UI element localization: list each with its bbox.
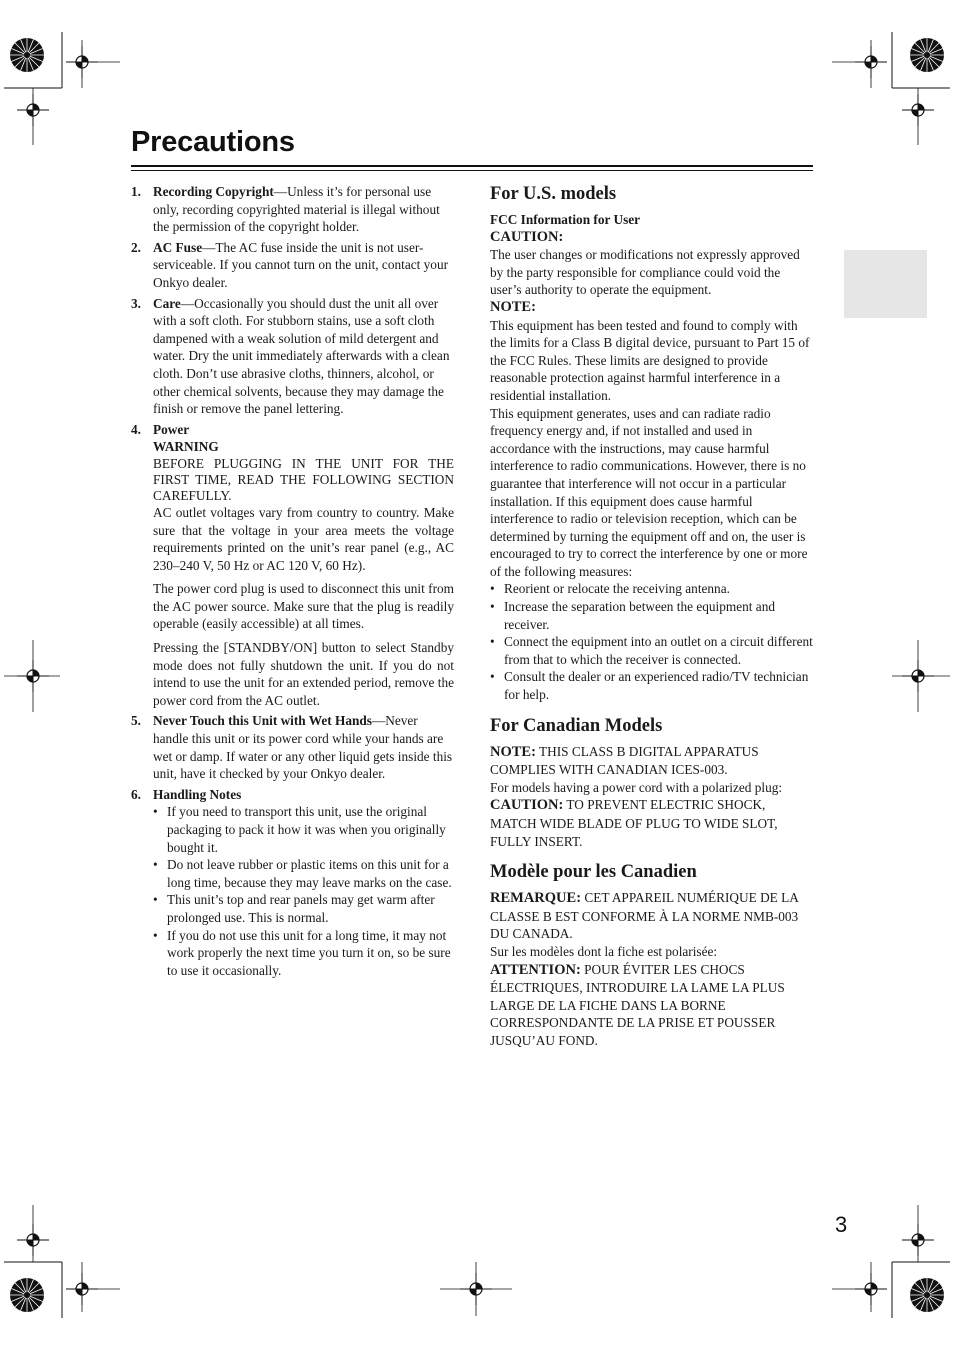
registration-rosette-icon: [910, 38, 944, 72]
list-item: [131, 183, 454, 236]
section-heading: Modèle pour les Canadien: [490, 862, 697, 883]
list-item: [131, 712, 454, 782]
bullet-icon: •: [153, 927, 158, 943]
bullet-icon: •: [490, 634, 495, 650]
canada-note: [490, 743, 814, 779]
bullet-icon: •: [490, 599, 495, 615]
bullet-item: [153, 891, 454, 926]
item-number: 6.: [131, 786, 141, 802]
caution-text: TO PREVENT ELECTRIC SHOCK, MATCH WIDE BLADE OF PLUG TO WIDE SLOT, FULLY INSERT.: [490, 797, 778, 849]
item-label: Care: [153, 295, 181, 311]
section-heading: For Canadian Models: [490, 715, 663, 736]
warning-label: WARNING: [153, 439, 219, 455]
note-text: THIS CLASS B DIGITAL APPARATUS COMPLIES WITH CANADIAN ICES-003.: [490, 743, 759, 778]
remarque-text: CET APPAREIL NUMÉRIQUE DE LA CLASSE B EST CONFORME À LA NORME NMB-003 DU CANADA.: [490, 890, 799, 942]
bullet-item: [490, 633, 814, 668]
bullet-item: [490, 598, 814, 633]
bullet-text: Connect the equipment into an outlet on a circuit different from that to which the receiver is connected.: [504, 634, 813, 667]
bullet-text: Increase the separation between the equipment and receiver.: [504, 599, 775, 632]
item-number: 2.: [131, 239, 141, 255]
list-item: [131, 239, 454, 292]
power-paragraph: AC outlet voltages vary from country to country. Make sure that the voltage in your area meets the voltage requirements printed on the unit’s rear panel (e.g., AC 230–240 V, 50 Hz or AC 120 V, 60 Hz).: [153, 504, 454, 573]
attention: [490, 961, 814, 1050]
item-label: Recording Copyright: [153, 184, 274, 199]
warning-text: BEFORE PLUGGING IN THE UNIT FOR THE FIRST TIME, READ THE FOLLOWING SECTION CAREFULLY.: [153, 455, 454, 503]
item-number: 4.: [131, 421, 141, 437]
page-number: 3: [835, 1212, 848, 1237]
item-label: Never Touch this Unit with Wet Hands: [153, 713, 372, 729]
registration-rosette-icon: [10, 38, 44, 72]
item-number: 5.: [131, 713, 141, 729]
bullet-item: [490, 580, 814, 598]
caution-text: The user changes or modifications not expressly approved by the party responsible for compliance could void the user’s authority to operate the equipment.: [490, 247, 800, 298]
fcc-subheading: FCC Information for User: [490, 212, 641, 227]
item-text: —Unless it’s for personal use only, recording copyrighted material is illegal without the permission of the copyright holder.: [153, 184, 440, 235]
title-rule: [131, 170, 813, 171]
power-paragraph: The power cord plug is used to disconnect this unit from the AC power source. Make sure that the plug is readily operable (easily accessible) at all times.: [153, 581, 454, 632]
bullet-icon: •: [490, 581, 495, 597]
list-item: [131, 421, 454, 710]
right-column: [490, 183, 814, 1050]
bullet-item: [153, 856, 454, 891]
list-item: [131, 786, 454, 980]
bullet-icon: •: [153, 857, 158, 873]
note-label: NOTE:: [490, 743, 536, 760]
bullet-icon: •: [490, 669, 495, 685]
bullet-text: If you do not use this unit for a long time, it may not work properly the next time you turn it on, so be sure to use it occasionally.: [167, 927, 451, 978]
item-label: Handling Notes: [153, 786, 242, 802]
item-label: AC Fuse: [153, 239, 203, 255]
item-text: —Occasionally you should dust the unit all over with a soft cloth. For stubborn stains, use a soft cloth dampened with a weak solution of mild detergent and water. Dry the unit immediately afterwards with a clean cloth. Don’t use abrasive cloths, thinners, alcohol, or other chemical solvents, because they may damage the finish or remove the panel lettering.: [153, 295, 450, 417]
note-text: This equipment has been tested and found to comply with the limits for a Class B digital device, pursuant to Part 15 of the FCC Rules. These limits are designed to provide reasonable protection against harmful interference in a residential installation.: [490, 317, 810, 403]
plug-text: For models having a power cord with a polarized plug:: [490, 779, 783, 795]
caution-label: CAUTION:: [490, 797, 564, 814]
bullet-text: Reorient or relocate the receiving antenna.: [504, 581, 730, 597]
page-title: Precautions: [131, 126, 295, 158]
item-text: —The AC fuse inside the unit is not user-serviceable. If you cannot turn on the unit, contact your Onkyo dealer.: [153, 239, 449, 290]
bullet-text: Do not leave rubber or plastic items on this unit for a long time, because they may leave marks on the case.: [167, 857, 452, 890]
bullet-item: [153, 803, 454, 856]
left-column: [131, 183, 454, 982]
bullet-text: If you need to transport this unit, use the original packaging to pack it how it was when you originally bought it.: [167, 804, 446, 855]
caution-label: CAUTION:: [490, 228, 564, 245]
list-item: [131, 295, 454, 418]
attention-label: ATTENTION:: [490, 961, 581, 978]
bullet-item: [490, 668, 814, 703]
note-text: This equipment generates, uses and can radiate radio frequency energy and, if not installed and used in accordance with the instructions, may cause harmful interference to radio communications. However, there is no guarantee that interference will not occur in a particular installation. If this equipment does cause harmful interference to radio or television reception, which can be determined by turning the equipment off and on, the user is encouraged to try to correct the interference by one or more of the following measures:: [490, 405, 808, 579]
item-text: —Never handle this unit or its power cord while your hands are wet or damp. If water or any other liquid gets inside this unit, have it checked by your Onkyo dealer.: [153, 713, 453, 782]
bullet-icon: •: [153, 892, 158, 908]
title-rule: [131, 165, 813, 167]
remarque-label: REMARQUE:: [490, 890, 582, 907]
power-paragraph: Pressing the [STANDBY/ON] button to select Standby mode does not fully shutdown the unit. If you do not intend to use the unit for an extended period, remove the power cord from the AC outlet.: [153, 640, 454, 708]
item-number: 3.: [131, 295, 141, 311]
bullet-text: Consult the dealer or an experienced radio/TV technician for help.: [504, 669, 809, 703]
fiche-text: Sur les modèles dont la fiche est polarisée:: [490, 943, 718, 959]
bullet-item: [153, 927, 454, 980]
note-label: NOTE:: [490, 298, 536, 315]
section-tab: [844, 250, 927, 318]
item-number: 1.: [131, 184, 141, 199]
registration-rosette-icon: [10, 1278, 44, 1312]
item-label: Power: [153, 421, 190, 437]
registration-rosette-icon: [910, 1278, 944, 1312]
canada-caution: [490, 796, 814, 850]
bullet-icon: •: [153, 804, 158, 820]
remarque: [490, 889, 814, 943]
bullet-text: This unit’s top and rear panels may get warm after prolonged use. This is normal.: [167, 892, 435, 925]
attention-text: POUR ÉVITER LES CHOCS ÉLECTRIQUES, INTRODUIRE LA LAME LA PLUS LARGE DE LA FICHE DANS LA BORNE CORRESPONDANTE DE LA PRISE ET POUSSER JUSQU’AU FOND.: [490, 961, 785, 1048]
section-heading: For U.S. models: [490, 184, 617, 204]
